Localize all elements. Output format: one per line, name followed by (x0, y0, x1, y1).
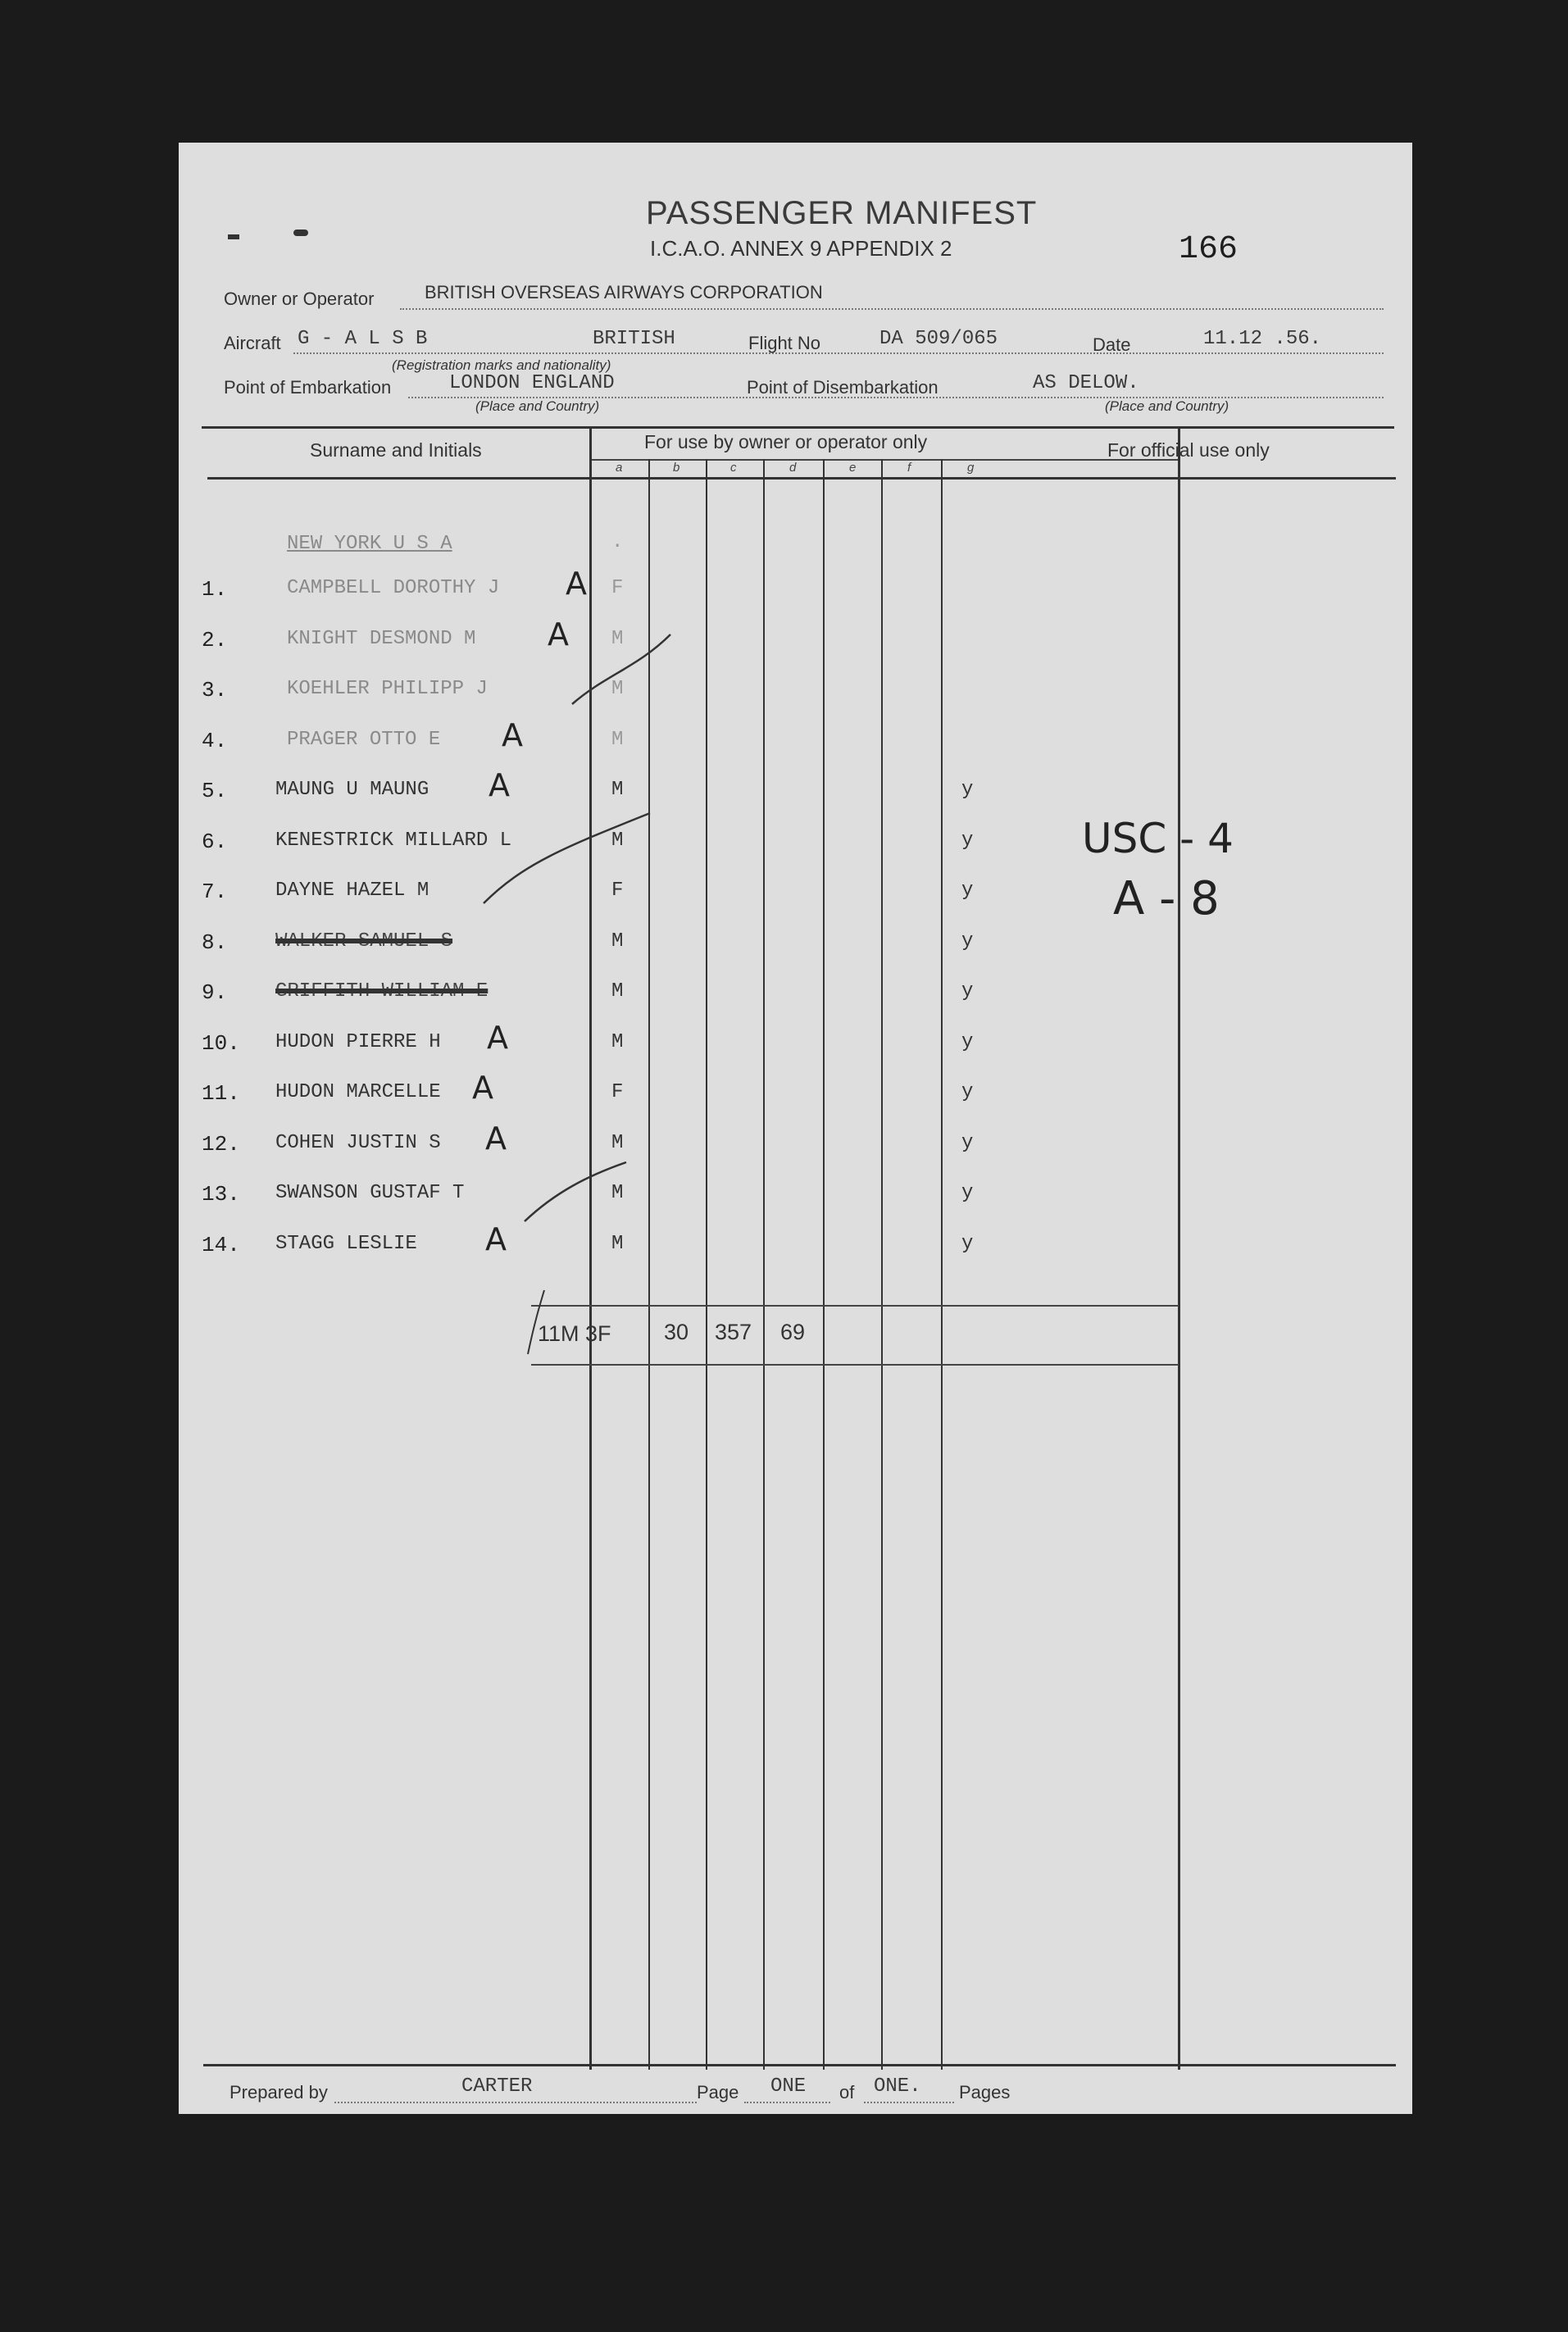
col-letter-a: a (616, 461, 623, 475)
prepared-by-dots (334, 2102, 697, 2103)
page-dots (744, 2102, 830, 2103)
passenger-row-number: 5. (202, 779, 228, 803)
passenger-sex: M (611, 930, 624, 952)
passenger-col-g: y (961, 880, 974, 902)
passenger-sex: M (611, 1132, 624, 1154)
passenger-name: CAMPBELL DOROTHY J (287, 577, 500, 599)
page-label: Page (697, 2082, 739, 2102)
prepared-by-value: CARTER (461, 2075, 533, 2098)
passenger-handwritten-mark: A (487, 1020, 508, 1056)
pen-strokes (179, 143, 1412, 2114)
col-letter-c: c (730, 461, 737, 475)
passenger-row-number: 7. (202, 880, 228, 904)
passenger-name: SWANSON GUSTAF T (275, 1182, 465, 1204)
passenger-handwritten-mark: A (566, 566, 587, 602)
passenger-name: PRAGER OTTO E (287, 729, 441, 751)
passenger-row-number: 12. (202, 1132, 240, 1157)
total-c: 357 (715, 1320, 752, 1344)
passenger-row-number: 8. (202, 930, 228, 955)
passenger-sex: M (611, 678, 624, 700)
col-letter-g: g (967, 461, 975, 475)
passenger-sex: F (611, 880, 624, 902)
disembarkation-note: (Place and Country) (1105, 398, 1229, 414)
col-head-owner-use: For use by owner or operator only (644, 431, 928, 452)
passenger-row-number: 6. (202, 830, 228, 854)
of-dots (864, 2102, 954, 2103)
passenger-handwritten-mark: A (548, 616, 569, 652)
total-d: 69 (780, 1320, 806, 1344)
col-head-official: For official use only (1107, 439, 1270, 461)
official-note-line2: A - 8 (1113, 872, 1220, 925)
passenger-handwritten-mark: A (502, 717, 523, 753)
aircraft-label: Aircraft (224, 333, 281, 353)
page-number: 166 (1179, 231, 1238, 268)
passenger-sex: M (611, 729, 624, 751)
passenger-col-g: y (961, 830, 974, 852)
col-letter-d: d (789, 461, 797, 475)
passenger-row-number: 14. (202, 1233, 240, 1257)
date-label: Date (1093, 334, 1131, 355)
passenger-name: STAGG LESLIE (275, 1233, 417, 1255)
manifest-sheet (179, 143, 1412, 2114)
pages-label: Pages (959, 2082, 1011, 2102)
col-head-surname: Surname and Initials (310, 439, 482, 461)
col-letter-b: b (673, 461, 680, 475)
passenger-row-number: 4. (202, 729, 228, 753)
passenger-name: HUDON PIERRE H (275, 1031, 441, 1053)
passenger-sex: F (611, 1081, 624, 1103)
passenger-row-number: 2. (202, 628, 228, 652)
passenger-col-g: y (961, 980, 974, 1002)
total-b: 30 (664, 1320, 689, 1344)
destination-heading: NEW YORK U S A (287, 533, 452, 555)
passenger-handwritten-mark: A (489, 767, 510, 803)
date-value: 11.12 .56. (1203, 328, 1322, 350)
page-value: ONE (770, 2075, 807, 2098)
passenger-col-g: y (961, 930, 974, 952)
manifest-subtitle: I.C.A.O. ANNEX 9 APPENDIX 2 (650, 236, 952, 261)
passenger-sex: M (611, 1233, 624, 1255)
passenger-name: HUDON MARCELLE (275, 1081, 441, 1103)
passenger-handwritten-mark: A (485, 1221, 507, 1257)
passenger-col-g: y (961, 1132, 974, 1154)
passenger-col-g: y (961, 779, 974, 801)
passenger-row-number: 13. (202, 1182, 240, 1207)
passenger-handwritten-mark: A (485, 1121, 507, 1157)
passenger-name: KNIGHT DESMOND M (287, 628, 476, 650)
total-a: 11M 3F (538, 1321, 611, 1346)
destination-mark: . (611, 531, 624, 553)
aircraft-registration: G - A L S B (298, 328, 428, 350)
passenger-sex: M (611, 1031, 624, 1053)
embarkation-label: Point of Embarkation (224, 377, 392, 398)
passenger-name: DAYNE HAZEL M (275, 880, 429, 902)
passenger-sex: M (611, 830, 624, 852)
passenger-col-g: y (961, 1081, 974, 1103)
of-value: ONE. (874, 2075, 921, 2098)
aircraft-nationality: BRITISH (593, 328, 675, 350)
passenger-row-number: 10. (202, 1031, 240, 1056)
embarkation-note: (Place and Country) (475, 398, 600, 414)
owner-label: Owner or Operator (224, 289, 375, 309)
passenger-handwritten-mark: A (472, 1070, 493, 1106)
passenger-sex: M (611, 628, 624, 650)
manifest-title: PASSENGER MANIFEST (646, 195, 1038, 231)
disembarkation-label: Point of Disembarkation (747, 377, 939, 398)
passenger-sex: M (611, 1182, 624, 1204)
passenger-row-number: 9. (202, 980, 228, 1005)
passenger-sex: M (611, 779, 624, 801)
col-letter-f: f (907, 461, 911, 475)
flight-label: Flight No (748, 333, 821, 353)
passenger-sex: M (611, 980, 624, 1002)
prepared-by-label: Prepared by (230, 2082, 328, 2102)
passenger-sex: F (611, 577, 624, 599)
passenger-name: WALKER SAMUEL S (275, 930, 453, 952)
col-letter-e: e (849, 461, 857, 475)
passenger-name: KOEHLER PHILIPP J (287, 678, 488, 700)
passenger-name: GRIFFITH WILLIAM E (275, 980, 489, 1002)
official-note-line1: USC - 4 (1082, 815, 1234, 862)
passenger-col-g: y (961, 1182, 974, 1204)
passenger-name: COHEN JUSTIN S (275, 1132, 441, 1154)
passenger-name: MAUNG U MAUNG (275, 779, 429, 801)
flight-value: DA 509/065 (879, 328, 998, 350)
of-label: of (839, 2082, 855, 2102)
passenger-col-g: y (961, 1233, 974, 1255)
owner-value: BRITISH OVERSEAS AIRWAYS CORPORATION (425, 282, 823, 302)
passenger-row-number: 11. (202, 1081, 240, 1106)
aircraft-note: (Registration marks and nationality) (392, 357, 611, 373)
passenger-row-number: 1. (202, 577, 228, 602)
embarkation-value: LONDON ENGLAND (449, 372, 615, 394)
passenger-row-number: 3. (202, 678, 228, 702)
passenger-col-g: y (961, 1031, 974, 1053)
disembarkation-value: AS DELOW. (1033, 372, 1139, 394)
passenger-name: KENESTRICK MILLARD L (275, 830, 512, 852)
